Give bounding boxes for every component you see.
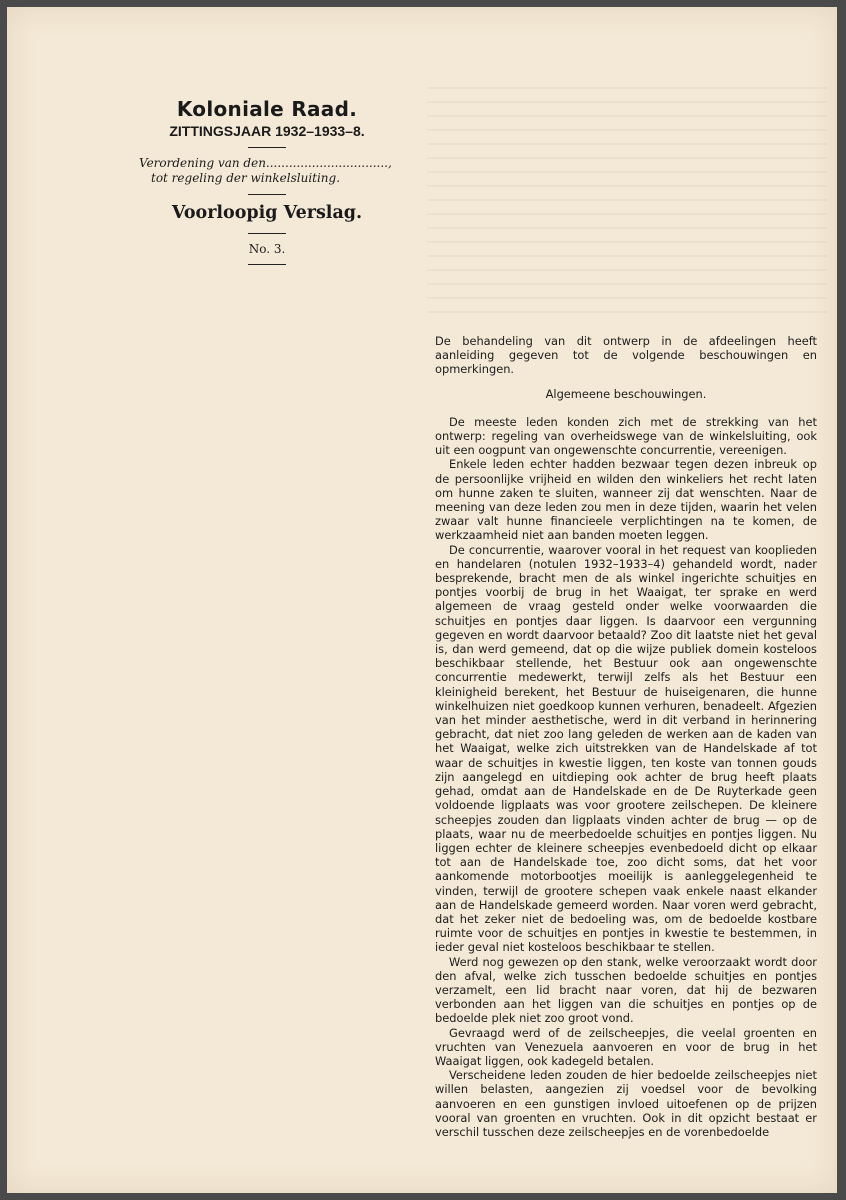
report-body	[435, 334, 817, 1139]
paragraph: Gevraagd werd of de zeilscheepjes, die veelal groenten en vruchten van Venezuela aanvoeren en voor de brug in het Waaigat liggen, ook kadegeld betalen.	[435, 1025, 817, 1068]
report-title: Voorloopig Verslag.	[171, 203, 363, 223]
ordinance-title	[117, 156, 417, 186]
divider	[248, 147, 286, 148]
document-page	[7, 7, 837, 1193]
paragraph: Werd nog gewezen op den stank, welke veroorzaakt wordt door den afval, welke zich tusschen bedoelde schuitjes en pontjes verzamelt, een lid bracht naar voren, dat hij de bezwaren verbonden aan het liggen van die schuitjes en pontjes op de bedoelde plek niet zoo groot vond.	[435, 954, 817, 1026]
paragraph: Verscheidene leden zouden de hier bedoelde zeilscheepjes niet willen belasten, aangezien zij voedsel voor de bevolking aanvoeren en een gunstigen invloed uitoefenen op de prijzen vooral van groenten en vruchten. Ook in dit opzicht bestaat er verschil tusschen deze zeilscheepjes en de vorenbedoelde	[435, 1068, 817, 1139]
paragraph: De concurrentie, waarover vooral in het request van kooplieden en handelaren (notulen 1932–1933–4) gehandeld wordt, nader besprekende, bracht men de als winkel ingerichte schuitjes en pontjes voorbij de brug in het Waaigat, ter sprake en werd algemeen de vraag gesteld onder welke voorwaarden die schuitjes en pontjes daar liggen. Is daarvoor een vergunning gegeven en wordt daarvoor betaald? Zoo dit laatste niet het geval is, dan werd gemeend, dat op die wijze publiek domein kosteloos beschikbaar stellende, het Bestuur ook aan ongewenschte concurrentie medewerkt, terwijl zelfs als het Bestuur een kleinigheid berekent, het Bestuur de huiseigenaren, die hunne winkelhuizen niet goedkoop kunnen verhuren, benadeelt. Afgezien van het minder aesthetische, werd in dit verband in herinnering gebracht, dat niet zoo lang geleden de werken aan de kaden van het Waaigat, welke zich uitstrekken van de Handelskade af tot waar de schuitjes in kwestie liggen, ten koste van tonnen gouds zijn aangelegd en uitdieping ook achter de brug heeft plaats gehad, omdat aan de Handelskade en de De Ruyterkade geen voldoende ligplaats was voor grootere zeilschepen. De kleinere scheepjes zouden dan ligplaats vinden achter de brug — op de plaats, waar nu de meerbedoelde schuitjes en pontjes liggen. Nu liggen echter de kleinere scheepjes evenbedoeld dicht op elkaar tot aan de Handelskade toe, zoo dicht soms, dat het voor aankomende motorbootjes moeilijk is aanleggelegenheid te vinden, terwijl de grootere schepen vaak enkele naast elkander aan de Handelskade gemeerd worden. Naar voren werd gebracht, dat het zeker niet de bedoeling was, om de bedoelde kostbare ruimte voor de schuitjes en pontjes in kwestie te bestemmen, in ieder geval niet kosteloos beschikbaar te stellen.	[435, 542, 817, 955]
council-title: Koloniale Raad.	[176, 97, 358, 121]
ordinance-line-2: tot regeling der winkelsluiting.	[151, 171, 341, 185]
divider	[248, 233, 286, 234]
divider	[248, 264, 286, 265]
session-year: ZITTINGSJAAR 1932–1933–8.	[169, 123, 365, 139]
ordinance-line-1: Verordening van den................................,	[139, 156, 392, 170]
paragraph: Enkele leden echter hadden bezwaar tegen dezen inbreuk op de persoonlijke vrijheid en wilden den winkeliers het recht laten om hunne zaken te sluiten, wanneer zij dat wenschten. Naar de meening van deze leden zou men in deze tijden, waarin het velen zwaar valt hunne financieele verplichtingen na te komen, de werkzaamheid niet aan banden moeten leggen.	[435, 457, 817, 543]
divider	[248, 194, 286, 195]
intro-paragraph: De behandeling van dit ontwerp in de afdeelingen heeft aanleiding gegeven tot de volgende beschouwingen en opmerkingen.	[435, 334, 817, 377]
document-header	[117, 97, 417, 273]
document-number: No. 3.	[248, 242, 286, 256]
paragraph: De meeste leden konden zich met de strekking van het ontwerp: regeling van overheidswege van de winkelsluiting, ook uit een oogpunt van ongewenschte concurrentie, vereenigen.	[435, 414, 817, 458]
show-through-text	[427, 87, 827, 317]
section-heading: Algemeene beschouwingen.	[545, 386, 707, 401]
